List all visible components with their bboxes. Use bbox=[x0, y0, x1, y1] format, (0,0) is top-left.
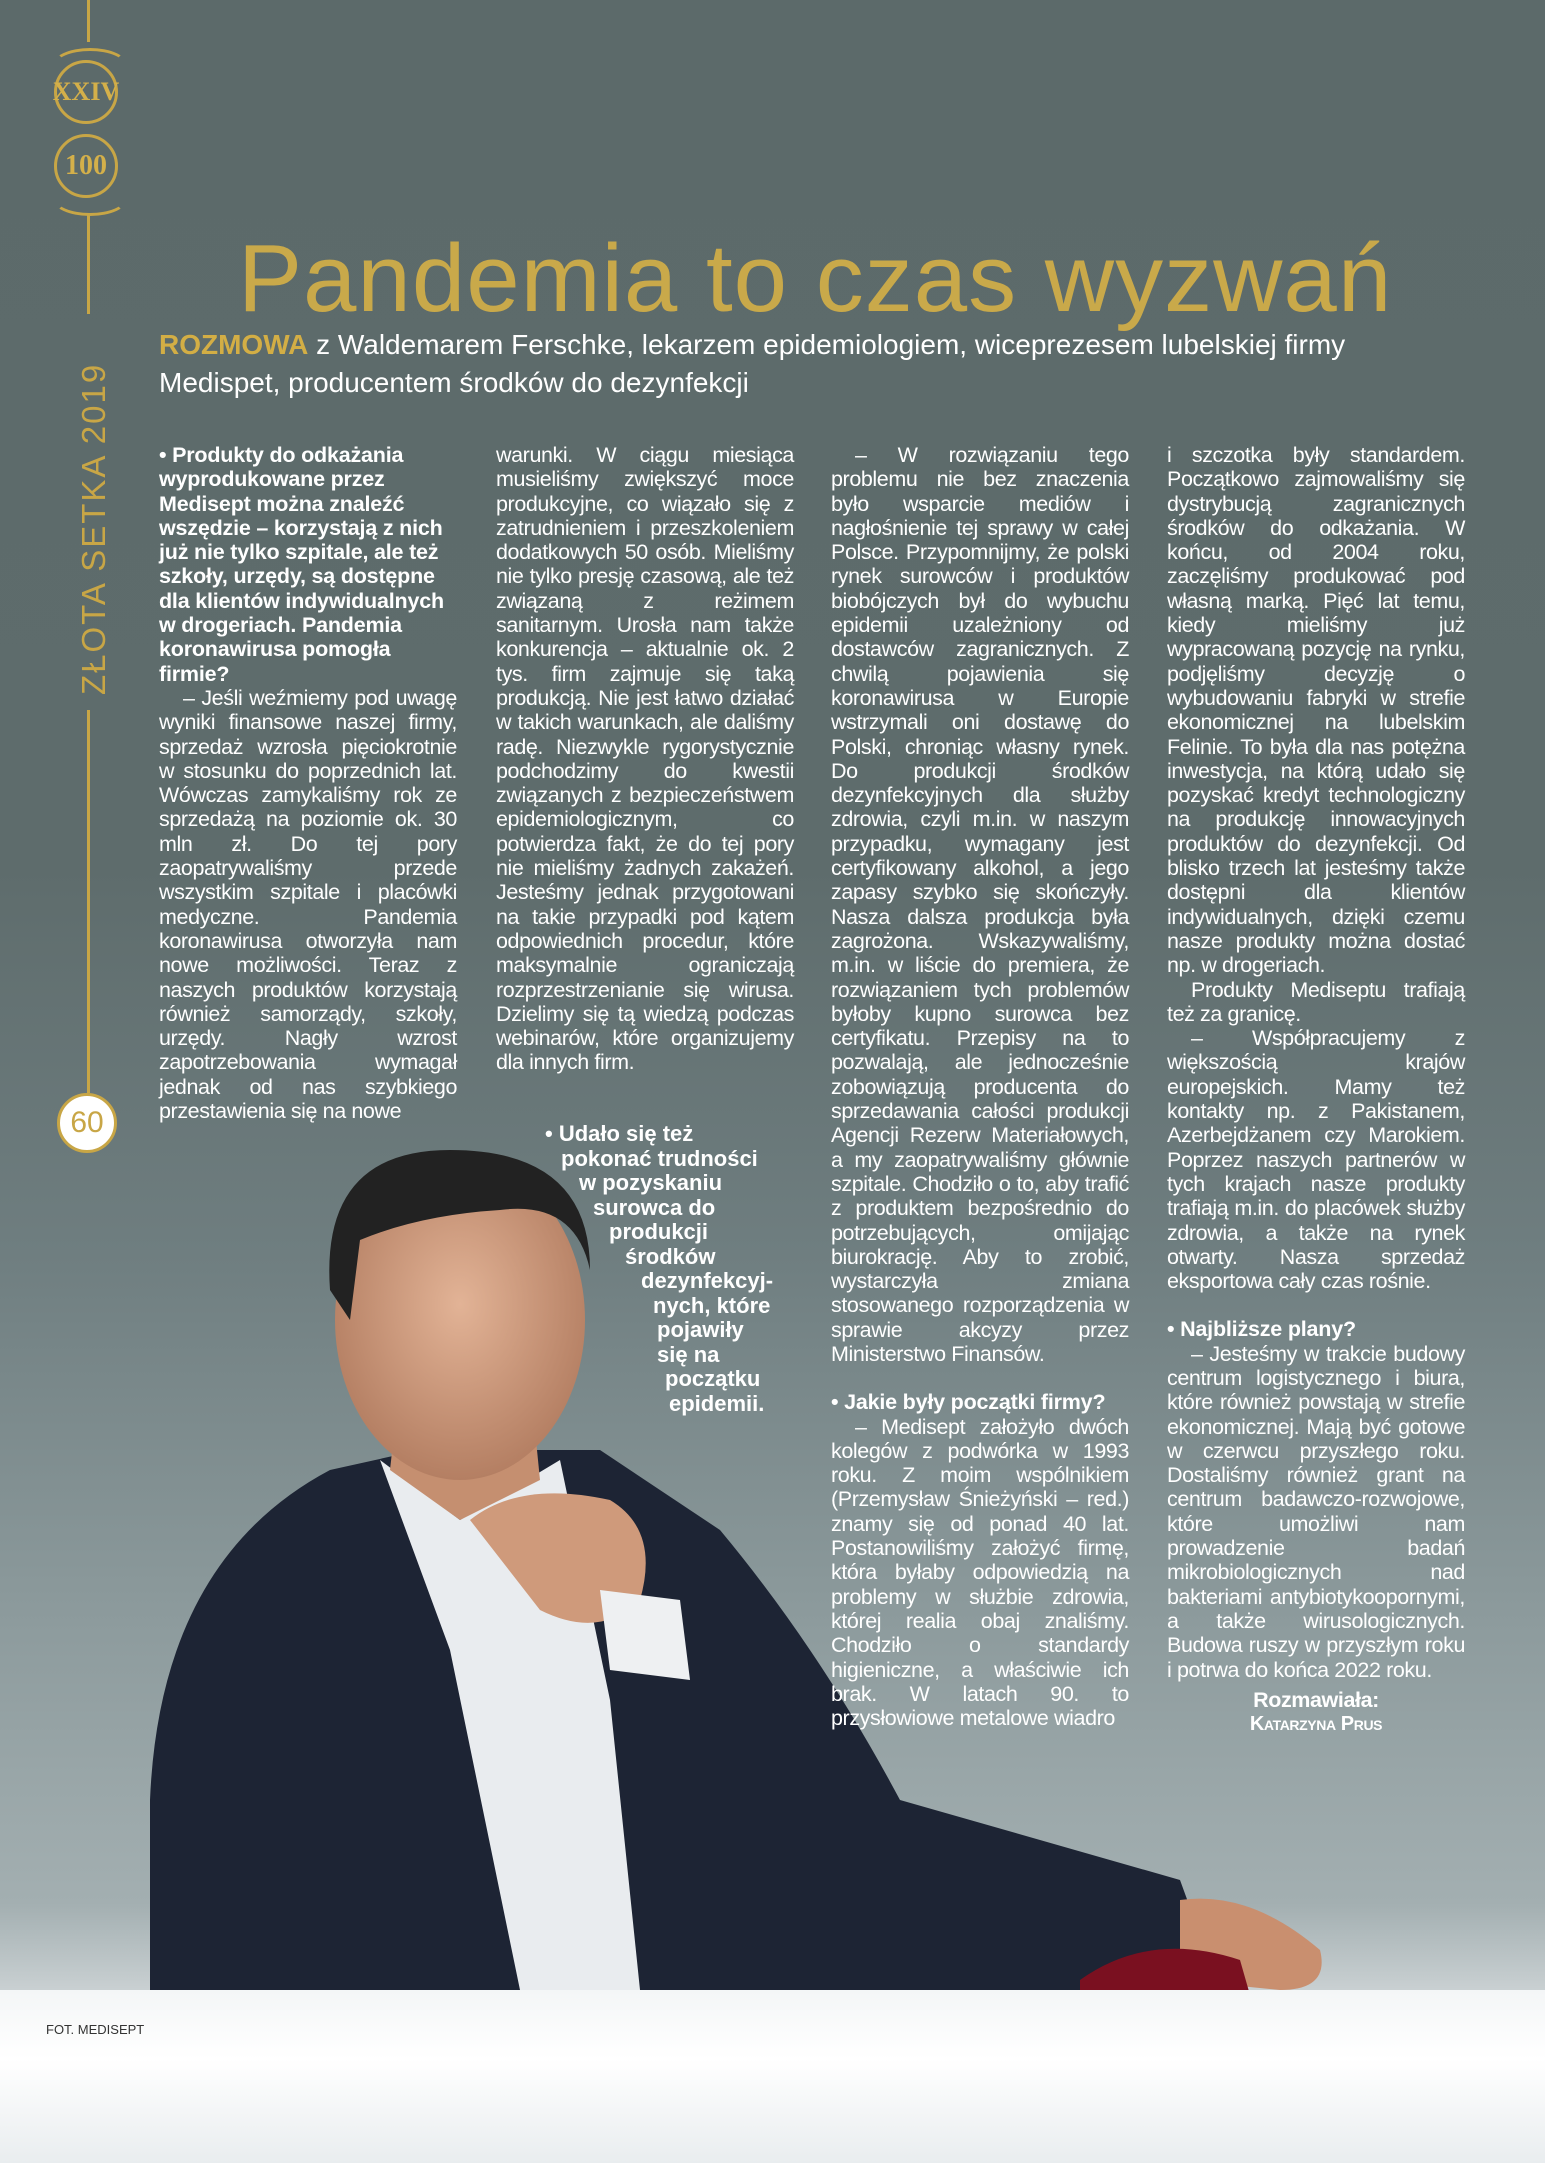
page-number: 60 bbox=[57, 1093, 117, 1153]
gold-rule bbox=[87, 710, 90, 1093]
article-title: Pandemia to czas wyzwań bbox=[238, 225, 1393, 333]
pull-quote-line: się na bbox=[657, 1341, 720, 1367]
pull-quote-line: nych, które bbox=[653, 1292, 771, 1318]
answer: – Medisept założyło dwóch kolegów z podwórka w 1993 roku. Z moim wspólnikiem (Przemysław Śnieżyński – red.) znamy się od ponad 40 lat. Postanowiliśmy założyć firmę, która byłaby odpowiedzią na problemy w służbie zdrowia, której realia obaj znaliśmy. Chodziło o standardy higieniczne, a właściwie ich brak. W latach 90. to przysłowiowe metalowe wiadro bbox=[831, 1414, 1129, 1731]
zlota-setka-medal-logo: 100 bbox=[54, 134, 118, 198]
page-edge bbox=[1545, 0, 1558, 2163]
gold-rule bbox=[87, 0, 90, 42]
answer: warunki. W ciągu miesiąca musieliśmy zwiększyć moce produkcyjne, co wiązało się z zatrudnieniem i przeszkoleniem dodatkowych 50 osób. Mieliśmy nie tylko presję czasową, ale też związaną z reżimem sanitarnym. Urosła nam także konkurencja – aktualnie ok. 2 tys. firm zajmuje się taką produkcją. Nie jest łatwo działać w takich warunkach, ale daliśmy radę. Niezwykle rygorystycznie podchodzimy do kwestii związanych z bezpieczeństwem epidemiologicznym, co potwierdza fakt, że do tej pory nie mieliśmy żadnych zakażeń. Jesteśmy jednak przygotowani na takie przypadki pod kątem odpowiednich procedur, które maksymalnie ograniczają rozprzestrzenianie się wirusa. Dzielimy się tą wiedzą podczas webinarów, które organizujemy dla innych firm. bbox=[496, 443, 794, 1075]
lead-label: ROZMOWA bbox=[159, 329, 309, 360]
column-3 bbox=[831, 443, 1129, 1730]
article-lead bbox=[159, 326, 1419, 402]
pull-quote-line: produkcji bbox=[609, 1219, 709, 1244]
column-1 bbox=[159, 443, 457, 1123]
pull-quote-line: pokonać trudności bbox=[561, 1145, 758, 1171]
pull-quote-line: pojawiły bbox=[657, 1317, 744, 1342]
pull-quote-line: • Udało się też bbox=[545, 1121, 694, 1146]
question: • Jakie były początki firmy? bbox=[831, 1390, 1106, 1415]
lead-text: z Waldemarem Ferschke, lekarzem epidemiologiem, wiceprezesem lubelskiej firmy Medispet, producentem środków do dezynfekcji bbox=[159, 329, 1346, 398]
column-2 bbox=[496, 443, 794, 1075]
table-surface bbox=[0, 1990, 1545, 2163]
pull-quote-line: dezynfekcyj- bbox=[641, 1268, 774, 1293]
pull-quote-line: surowca do bbox=[593, 1194, 716, 1220]
gold-rule bbox=[87, 214, 90, 314]
question-inline: Produkty Mediseptu trafiają też za granicę. bbox=[1167, 977, 1465, 1026]
answer: – Jeśli weźmiemy pod uwagę wyniki finansowe naszej firmy, sprzedaż wzrosła pięciokrotnie w stosunku do poprzednich lat. Wówczas zamykaliśmy rok ze sprzedażą na poziomie ok. 30 mln zł. Do tej pory zaopatrywaliśmy przede wszystkim szpitale i placówki medyczne. Pandemia koronawirusa otworzyła nam nowe możliwości. Teraz z naszych produktów korzystają również samorządy, szkoły, urzędy. Nagły wzrost zapotrzebowania wymagał jednak od nas szybkiego przestawienia się na nowe bbox=[159, 685, 457, 1124]
question: • Produkty do odkażania wyprodukowane przez Medisept można znaleźć wszędzie – korzystają z nich już nie tylko szpitale, ale też szkoły, urzędy, są dostępne dla klientów indywidualnych w drogeriach. Pandemia koronawirusa pomogła firmie? bbox=[159, 443, 444, 686]
answer: – W rozwiązaniu tego problemu nie bez znaczenia było wsparcie mediów i nagłośnienie tej sprawy w całej Polsce. Przypomnijmy, że polski rynek surowców i produktów biobójczych był do wybuchu epidemii uzależniony od dostawców zagranicznych. Z chwilą pojawienia się koronawirusa w Europie wstrzymali oni dostawę do Polski, chroniąc własny rynek. Do produkcji środków dezynfekcyjnych dla służby zdrowia, czyli m.in. w naszym przypadku, wymagany jest certyfikowany alkohol, a jego zapasy szybko się skończyły. Nasza dalsza produkcja była zagrożona. Wskazywaliśmy, m.in. w liście do premiera, że rozwiązaniem tych problemów byłoby kupno surowca bez certyfikatu. Przepisy na to pozwalają, ale jednocześnie zobowiązują producenta do sprzedawania całości produkcji Agencji Rezerw Materiałowych, a my zaopatrywaliśmy głównie szpitale. Chodziło o to, aby trafić z produktem bezpośrednio do potrzebujących, omijając biurokrację. Aby to zrobić, wystarczyła zmiana stosowanego rozporządzenia w sprawie akcyzy przez Ministerstwo Finansów. bbox=[831, 443, 1129, 1366]
arc-decoration bbox=[52, 180, 128, 216]
pull-quote-line: epidemii. bbox=[669, 1390, 765, 1416]
answer: – Jesteśmy w trakcie budowy centrum logistycznego i biura, które również powstają w strefie ekonomicznej. Mają być gotowe w czerwcu przyszłego roku. Dostaliśmy również grant na centrum badawczo-rozwojowe, które umożliwi nam prowadzenie badań mikrobiologicznych nad bakteriami antybiotykoopornymi, a także wirusologicznych. Budowa ruszy w przyszłym roku i potrwa do końca 2022 roku. bbox=[1167, 1341, 1465, 1682]
pull-quote-line: początku bbox=[665, 1366, 761, 1391]
answer: – Współpracujemy z większością krajów europejskich. Mamy też kontakty np. z Pakistanem, Azerbejdżanem czy Marokiem. Poprzez naszych partnerów w tych krajach nasze produkty trafiają m.in. do placówek służby zdrowia, a także na rynek otwarty. Nasza sprzedaż eksportowa cały czas rośnie. bbox=[1167, 1026, 1465, 1294]
section-label: ZŁOTA SETKA 2019 bbox=[75, 362, 112, 695]
pull-quote bbox=[545, 1122, 785, 1416]
answer: i szczotka były standardem. Początkowo zajmowaliśmy się dystrybucją zagranicznych środków do odkażania. W końcu, od 2004 roku, zaczęliśmy produkować pod własną marką. Pięć lat temu, kiedy mieliśmy już wypracowaną pozycję na rynku, podjęliśmy decyzję o wybudowaniu fabryki w strefie ekonomicznej na lubelskim Felinie. To była dla nas potężna inwestycja, na którą udało się pozyskać kredyt technologiczny na produkcję innowacyjnych produktów do dezynfekcji. Od blisko trzech lat jesteśmy także dostępni dla klientów indywidualnych, dzięki czemu nasze produkty można dostać np. w drogeriach. bbox=[1167, 443, 1465, 978]
column-4 bbox=[1167, 443, 1465, 1736]
photo-credit: FOT. MEDISEPT bbox=[46, 2022, 145, 2037]
cuff bbox=[600, 1590, 690, 1680]
pull-quote-line: w pozyskaniu bbox=[579, 1170, 723, 1195]
author-name: Katarzyna Prus bbox=[1249, 1713, 1383, 1736]
question: • Najbliższe plany? bbox=[1167, 1317, 1356, 1342]
signature-label: Rozmawiała: bbox=[1253, 1687, 1379, 1712]
pull-quote-line: środków bbox=[625, 1243, 716, 1269]
dziennik-medal-logo: XXIV bbox=[54, 60, 118, 124]
